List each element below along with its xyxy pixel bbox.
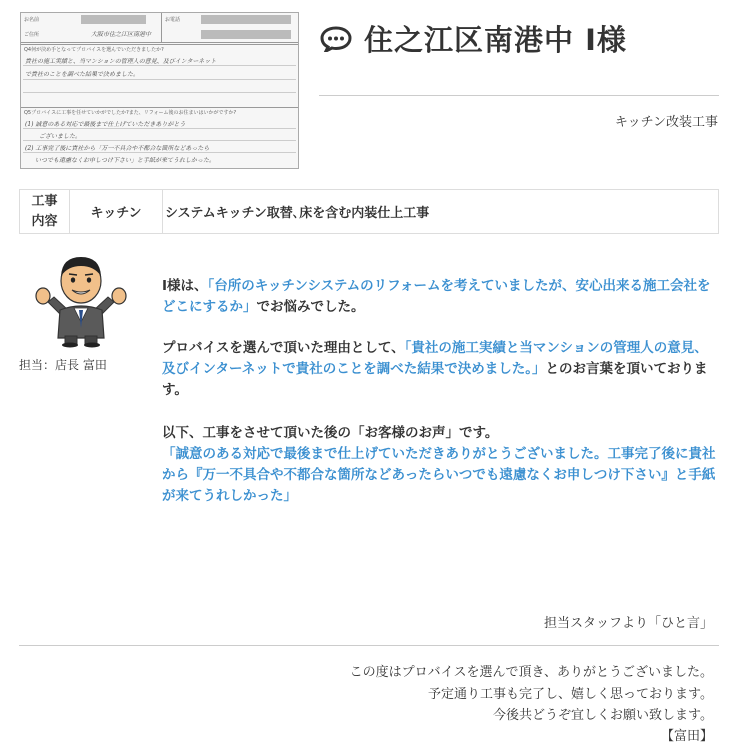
page-title: 住之江区南港中 I様: [364, 23, 627, 57]
staff-message-heading: 担当スタッフより「ひと言」: [543, 616, 713, 631]
selection-reason-quote: 「貴社の施工実績と当マンションの管理人の意見、及びインターネットで貴社のことを調べた結果で決めました。」: [162, 340, 708, 377]
q2-label: Q5プロバイスに工事を任せていかがでしたか?また、リフォーム後のお住まいはいかがですか?: [24, 110, 237, 116]
work-area: キッチン: [70, 190, 163, 233]
questionnaire-header: [21, 13, 298, 43]
staff-message-line: 今後共どうぞ宜しくお願い致します。: [493, 708, 713, 723]
story-paragraph-1: I様は、「台所のキッチンシステムのリフォームを考えていましたが、安心出来る施工会社をどこにするか」でお悩みでした。: [162, 278, 711, 315]
redacted-phone: [201, 15, 291, 24]
staff-message-line: 予定通り工事も完了し、嬉しく思っております。: [428, 687, 713, 702]
questionnaire-image: [20, 12, 299, 169]
address-label: ご住所: [24, 32, 40, 38]
q2-answer-line: (1) 誠意のある対応で最後まで仕上げていただきありがとう: [25, 121, 186, 128]
work-description: システムキッチン取替､床を含む内装仕上工事: [165, 206, 430, 221]
staff-avatar: [34, 252, 128, 348]
footer-divider: [19, 645, 719, 646]
address-value: 大阪市住之江区南港中: [91, 31, 152, 38]
redacted-address: [201, 30, 291, 39]
customer-concern-quote: 「台所のキッチンシステムのリフォームを考えていましたが、安心出来る施工会社をどこにするか」: [162, 278, 711, 315]
work-type: キッチン改装工事: [614, 115, 718, 130]
customer-voice-quote: 「誠意のある対応で最後まで仕上げていただきありがとうございました。工事完了後に貴社から『万一不具合や不都合な箇所などあったらいつでも遠慮なくお申しつけ下さい』と手紙が来てうれしかった」: [162, 446, 716, 504]
work-details-table: [19, 189, 719, 234]
staff-signature: 【富田】: [660, 729, 713, 744]
q1-answer-line: で貴社のことを調べた結果で決めました。: [25, 71, 140, 78]
q2-answer-line: いつでも遠慮なくお申しつけ下さい」と手紙が来てうれしかった。: [35, 157, 216, 164]
staff-caption: 担当：店長 富田: [19, 358, 107, 372]
title-divider: [319, 95, 719, 96]
q1-label: Q4何が決め手となってプロバイスを選んでいただきましたか?: [24, 47, 164, 53]
name-label: お名前: [24, 17, 40, 23]
redacted-name: [81, 15, 146, 24]
q2-answer-line: ございました。: [39, 133, 82, 140]
story-paragraph-2: プロバイスを選んで頂いた理由として、「貴社の施工実績と当マンションの管理人の意見、及びインターネットで貴社のことを調べた結果で決めました。」とのお言葉を頂いております。: [162, 340, 708, 398]
q1-answer-line: 貴社の施工実績と、当マンションの管理人の意見、及びインターネット: [25, 58, 217, 65]
story-paragraph-3: 以下、工事をさせて頂いた後の「お客様のお声」です。 「誠意のある対応で最後まで仕上げていただきありがとうございました。工事完了後に貴社から『万一不具合や不都合な箇所などあったらいつでも遠慮なくお申しつけ下さい』と手紙が来てうれしかった」: [162, 425, 716, 504]
speech-bubble-icon: [320, 26, 352, 52]
work-details-label: 工事内容: [20, 190, 70, 233]
phone-label: お電話: [165, 17, 181, 23]
title-area: [320, 18, 627, 59]
q2-answer-line: (2) 工事完了後に貴社から「万一不具合や不都合な箇所などあったら: [25, 145, 210, 152]
staff-message-line: この度はプロバイスを選んで頂き、ありがとうございました。: [349, 665, 713, 680]
